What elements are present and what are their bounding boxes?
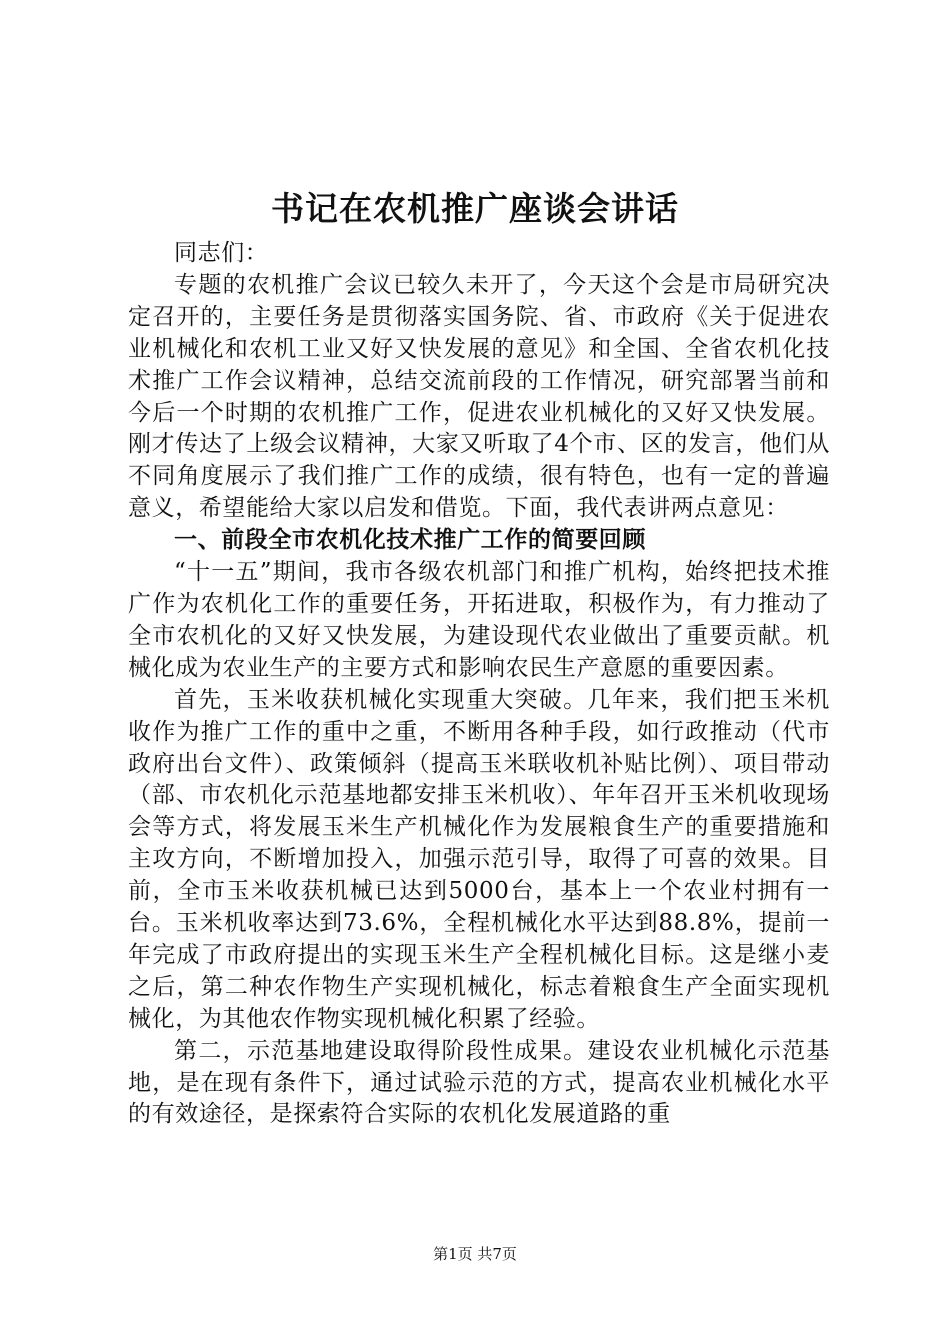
section-heading-1: 一、前段全市农机化技术推广工作的简要回顾 [174, 527, 646, 554]
second-point-paragraph: 第二，示范基地建设取得阶段性成果。建设农业机械化示范基地，是在现有条件下，通过试验示范的方式，提高农业机械化水平的有效途径，是探索符合实际的农机化发展道路的重 [128, 1037, 830, 1128]
review-paragraph: “十一五”期间，我市各级农机部门和推广机构，始终把技术推广作为农机化工作的重要任务，开拓进取，积极作为，有力推动了全市农机化的又好又快发展，为建设现代农业做出了重要贡献。机械化成为农业生产的主要方式和影响农民生产意愿的重要因素。 [128, 559, 830, 681]
salutation-paragraph: 同志们： [174, 240, 269, 266]
intro-paragraph: 专题的农机推广会议已较久未开了，今天这个会是市局研究决定召开的，主要任务是贯彻落实国务院、省、市政府《关于促进农业机械化和农机工业又好又快发展的意见》和全国、全省农机化技术推广工作会议精神，总结交流前段的工作情况，研究部署当前和今后一个时期的农机推广工作，促进农业机械化的又好又快发展。刚才传达了上级会议精神，大家又听取了4个市、区的发言，他们从不同角度展示了我们推广工作的成绩，很有特色，也有一定的普遍意义，希望能给大家以启发和借览。下面，我代表讲两点意见： [128, 271, 830, 522]
page-number-footer: 第1页 共7页 [433, 1245, 517, 1263]
document-title: 书记在农机推广座谈会讲话 [271, 189, 679, 228]
first-point-paragraph: 首先，玉米收获机械化实现重大突破。几年来，我们把玉米机收作为推广工作的重中之重，不断用各种手段，如行政推动（代市政府出台文件）、政策倾斜（提高玉米联收机补贴比例）、项目带动（部、市农机化示范基地都安排玉米机收）、年年召开玉米机收现场会等方式，将发展玉米生产机械化作为发展粮食生产的重要措施和主攻方向，不断增加投入，加强示范引导，取得了可喜的效果。目前，全市玉米收获机械已达到5000台，基本上一个农业村拥有一台。玉米机收率达到73.6%，全程机械化水平达到88.8%，提前一年完成了市政府提出的实现玉米生产全程机械化目标。这是继小麦之后，第二种农作物生产实现机械化，标志着粮食生产全面实现机械化，为其他农作物实现机械化积累了经验。 [128, 686, 830, 1032]
document-body [128, 238, 830, 1131]
